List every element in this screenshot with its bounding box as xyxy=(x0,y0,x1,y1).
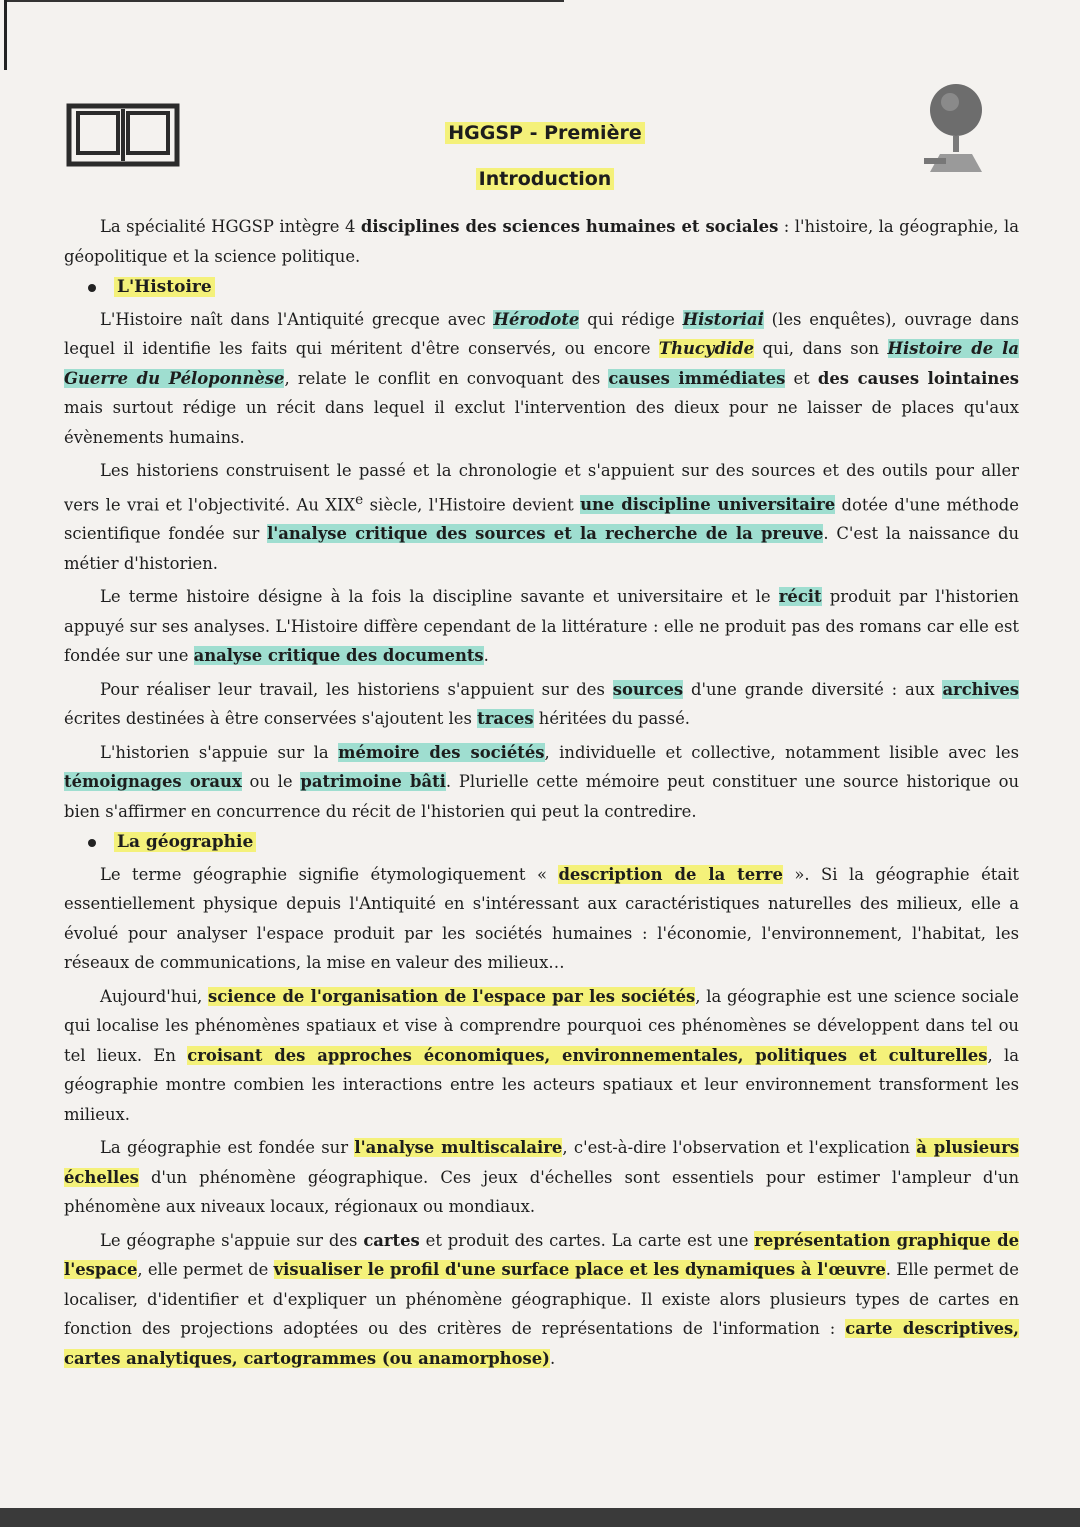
geographie-paragraph-1: Le terme géographie signifie étymologiquement « description de la terre ». Si la géographie était essentiellement physique depuis l'Antiquité en s'intéressant aux caractéristiques naturelles des milieux, elle a évolué pour analyser l'espace produit par les sociétés humaines : l'économie, l'environnement, l'habitat, les réseaux de communications, la mise en valeur des milieux… xyxy=(64,864,1019,973)
geographie-paragraph-4: Le géographe s'appuie sur des cartes et produit des cartes. La carte est une représentation graphique de l'espace, elle permet de visualiser le profil d'une surface place et les dynamiques à l'œuvre. Elle permet de localiser, d'identifier et d'expliquer un phénomène géographique. Il existe alors plusieurs types de cartes en fonction des projections adoptées ou des critères de représentations de l'information : carte descriptives, cartes analytiques, cartogrammes (ou anamorphose). xyxy=(64,1230,1019,1368)
intro-paragraph: La spécialité HGGSP intègre 4 disciplines des sciences humaines et sociales : l'histoire, la géographie, la géopolitique et la science politique. xyxy=(64,217,1019,266)
page-corner-line xyxy=(4,0,7,70)
globe-icon xyxy=(920,80,990,180)
scan-bottom-edge xyxy=(0,1508,1080,1527)
page-edge-line xyxy=(4,0,564,2)
histoire-paragraph-1: L'Histoire naît dans l'Antiquité grecque avec Hérodote qui rédige Historiai (les enquêtes), ouvrage dans lequel il identifie les faits qui méritent d'être conservés, ou encore Thucydide qui, dans son Histoire de la Guerre du Péloponnèse, relate le conflit en convoquant des causes immédiates et des causes lointaines mais surtout rédige un récit dans lequel il exclut l'intervention des dieux pour ne laisser de places qu'aux évènements humains. xyxy=(64,309,1019,447)
histoire-paragraph-2: Les historiens construisent le passé et la chronologie et s'appuient sur des sources et des outils pour aller vers le vrai et l'objectivité. Au XIXe siècle, l'Histoire devient une discipline universitaire dotée d'une méthode scientifique fondée sur l'analyse critique des sources et la recherche de la preuve. C'est la naissance du métier d'historien. xyxy=(64,461,1019,573)
open-book-icon xyxy=(66,103,180,167)
section-heading-histoire: L'Histoire xyxy=(88,273,1019,303)
page-subtitle: Introduction xyxy=(430,168,660,190)
document-body xyxy=(64,212,1019,1373)
histoire-paragraph-3: Le terme histoire désigne à la fois la discipline savante et universitaire et le récit produit par l'historien appuyé sur ses analyses. L'Histoire diffère cependant de la littérature : elle ne produit pas des romans car elle est fondée sur une analyse critique des documents. xyxy=(64,587,1019,666)
page-title: HGGSP - Première xyxy=(430,122,660,144)
geographie-paragraph-2: Aujourd'hui, science de l'organisation de l'espace par les sociétés, la géographie est une science sociale qui localise les phénomènes spatiaux et vise à comprendre pourquoi ces phénomènes se développent dans tel ou tel lieux. En croisant des approches économiques, environnementales, politiques et culturelles, la géographie montre combien les interactions entre les acteurs spatiaux et leur environnement transforment les milieux. xyxy=(64,986,1020,1124)
histoire-paragraph-5: L'historien s'appuie sur la mémoire des sociétés, individuelle et collective, notamment lisible avec les témoignages oraux ou le patrimoine bâti. Plurielle cette mémoire peut constituer une source historique ou bien s'affirmer en concurrence du récit de l'historien qui peut la contredire. xyxy=(64,742,1019,821)
histoire-paragraph-4: Pour réaliser leur travail, les historiens s'appuient sur des sources d'une grande diversité : aux archives écrites destinées à être conservées s'ajoutent les traces héritées du passé. xyxy=(64,679,1019,729)
section-heading-geographie: La géographie xyxy=(88,828,1019,858)
geographie-paragraph-3: La géographie est fondée sur l'analyse multiscalaire, c'est-à-dire l'observation et l'explication à plusieurs échelles d'un phénomène géographique. Ces jeux d'échelles sont essentiels pour estimer l'ampleur d'un phénomène aux niveaux locaux, régionaux ou mondiaux. xyxy=(64,1138,1020,1217)
